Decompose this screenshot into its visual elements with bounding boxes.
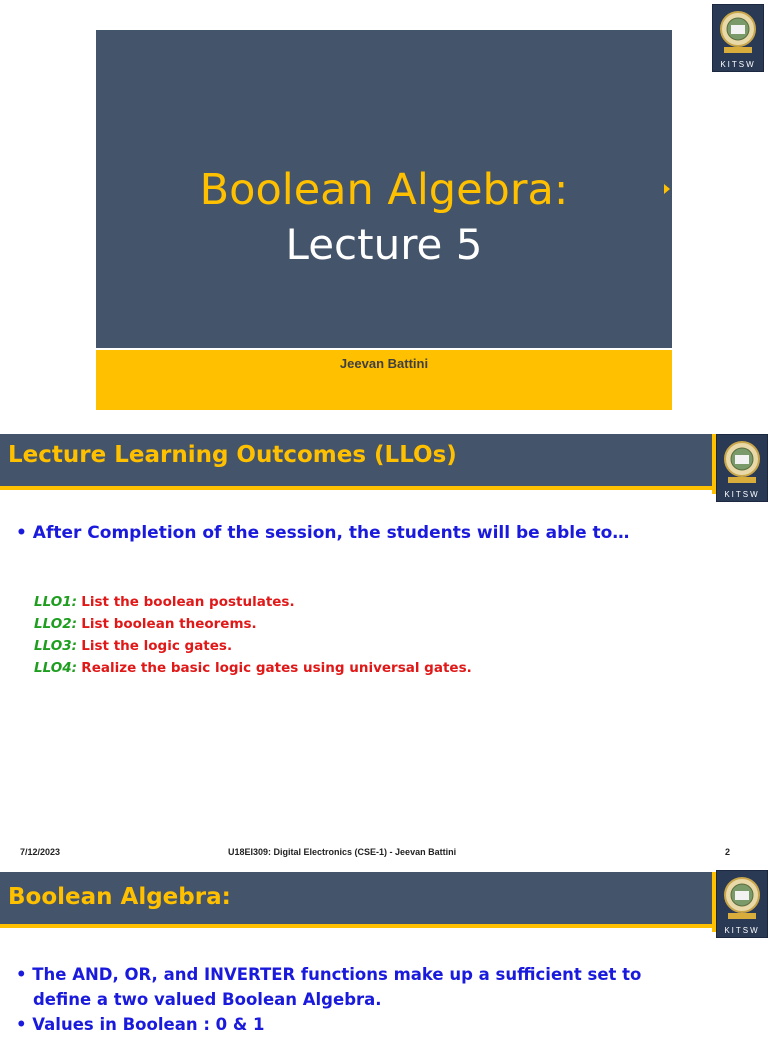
llo-code: LLO1:	[34, 594, 77, 610]
footer-course: U18EI309: Digital Electronics (CSE-1) - Jeevan Battini	[228, 847, 457, 857]
slide-subtitle: Lecture 5	[285, 220, 483, 269]
slide-header	[0, 872, 712, 928]
intro-bullet: • After Completion of the session, the students will be able to…	[16, 523, 630, 543]
list-item	[34, 657, 472, 679]
llo-code: LLO2:	[34, 616, 77, 632]
llo-text: Realize the basic logic gates using universal gates.	[81, 660, 472, 676]
bullet-list	[16, 962, 641, 1037]
author-band	[96, 350, 672, 410]
logo-label: KITSW	[724, 926, 760, 935]
list-item: define a two valued Boolean Algebra.	[33, 990, 382, 1009]
emblem-icon	[722, 439, 762, 485]
footer-page-number: 2	[725, 847, 731, 857]
kitsw-logo	[716, 434, 768, 502]
kitsw-logo	[716, 870, 768, 938]
llo-list	[34, 591, 472, 679]
llo-text: List the logic gates.	[81, 638, 233, 654]
title-box-arrow	[664, 184, 670, 194]
logo-label: KITSW	[720, 60, 756, 69]
list-item	[34, 613, 472, 635]
title-box	[96, 30, 672, 348]
header-title: Lecture Learning Outcomes (LLOs)	[8, 442, 457, 468]
llo-text: List boolean theorems.	[81, 616, 257, 632]
list-item	[34, 635, 472, 657]
author-name: Jeevan Battini	[339, 356, 429, 371]
llo-code: LLO4:	[34, 660, 77, 676]
list-item: • The AND, OR, and INVERTER functions make up a sufficient set to	[16, 965, 642, 984]
llo-text: List the boolean postulates.	[81, 594, 295, 610]
slide-title: Boolean Algebra:	[199, 165, 569, 215]
llo-code: LLO3:	[34, 638, 77, 654]
kitsw-logo	[712, 4, 764, 72]
list-item: • Values in Boolean : 0 & 1	[16, 1015, 265, 1034]
header-title: Boolean Algebra:	[8, 884, 231, 910]
slide-header	[0, 434, 712, 490]
list-item	[34, 591, 472, 613]
emblem-icon	[722, 875, 762, 921]
logo-label: KITSW	[724, 490, 760, 499]
emblem-icon	[718, 9, 758, 55]
footer-date: 7/12/2023	[20, 847, 61, 857]
